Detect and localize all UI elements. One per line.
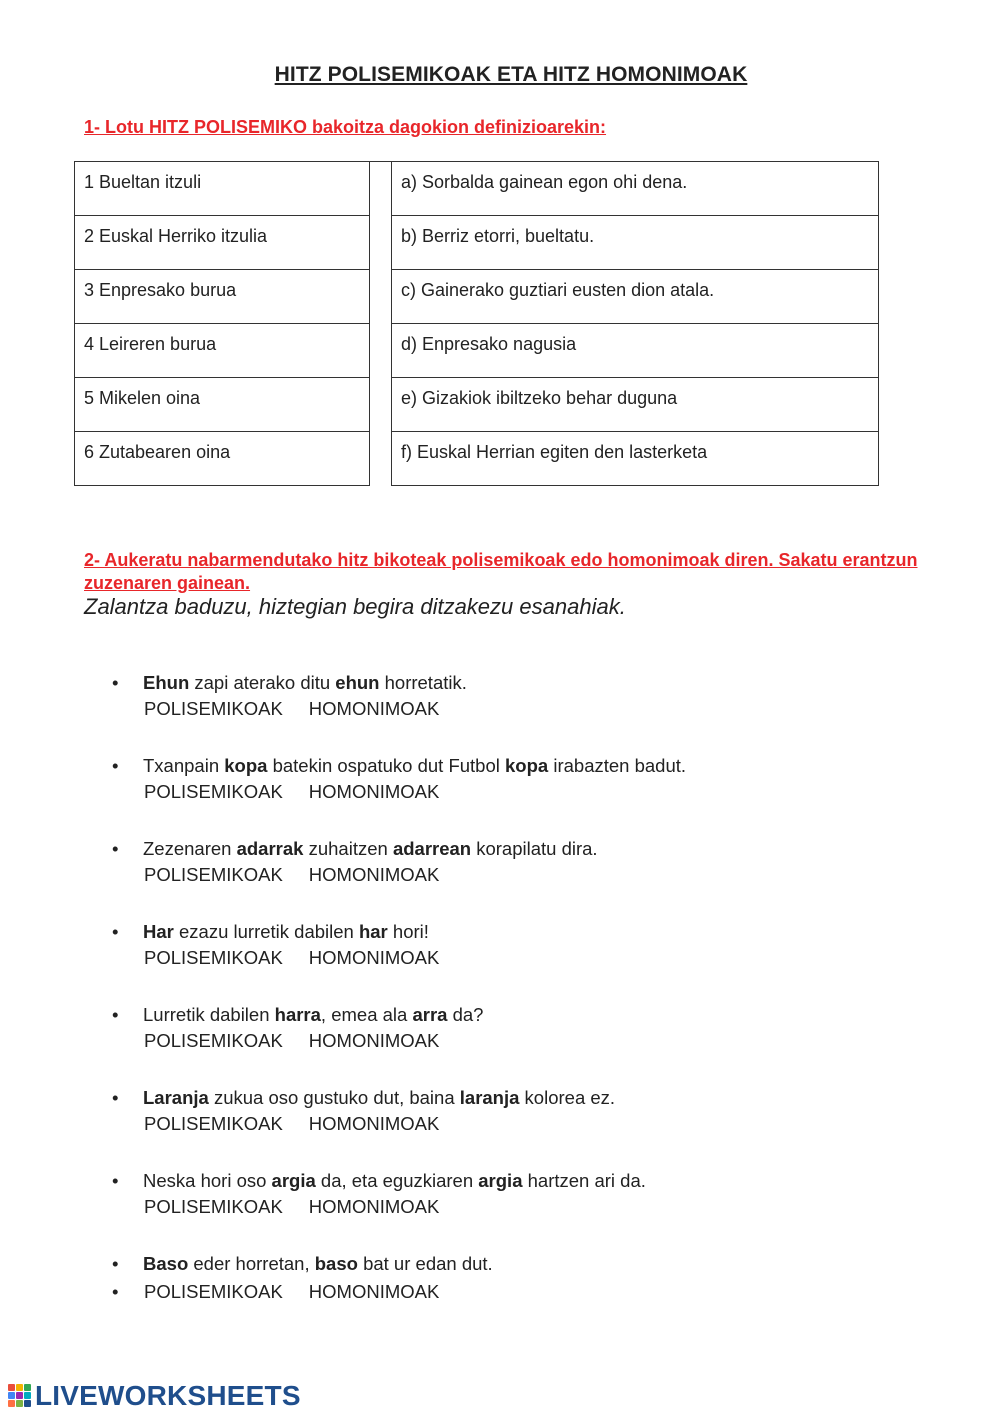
sentence [143, 1168, 972, 1194]
bullet: • [112, 1281, 119, 1302]
right-cell[interactable]: c) Gainerako guztiari eusten dion atala. [392, 270, 879, 324]
sentence [143, 1251, 972, 1277]
right-cell[interactable]: d) Enpresako nagusia [392, 324, 879, 378]
right-cell[interactable]: f) Euskal Herrian egiten den lasterketa [392, 432, 879, 486]
highlighted-word: Ehun [143, 672, 190, 693]
list-item [112, 1251, 972, 1305]
option-homonimoak[interactable]: HOMONIMOAK [308, 1030, 440, 1051]
sentence-part: batekin ospatuko dut Futbol [267, 755, 506, 776]
option-polisemikoak[interactable]: POLISEMIKOAK [144, 1030, 283, 1051]
bullet: • [112, 755, 119, 776]
highlighted-word: arra [412, 1004, 448, 1025]
option-homonimoak[interactable]: HOMONIMOAK [308, 947, 440, 968]
sentence-part: bat ur edan dut. [357, 1253, 493, 1274]
left-cell[interactable]: 3 Enpresako burua [75, 270, 370, 324]
sentence-part: eder horretan, [188, 1253, 315, 1274]
answer-options [144, 945, 972, 971]
gap-cell [370, 432, 392, 486]
highlighted-word: adarrean [392, 838, 472, 859]
matching-table [74, 161, 879, 486]
list-item [112, 1002, 972, 1054]
footer-brand: LIVEWORKSHEETS [35, 1380, 301, 1411]
list-item [112, 753, 972, 805]
right-cell[interactable]: b) Berriz etorri, bueltatu. [392, 216, 879, 270]
highlighted-word: Har [143, 921, 174, 942]
answer-options [144, 862, 972, 888]
sentence-part: Neska hori oso [143, 1170, 272, 1191]
highlighted-word: Laranja [143, 1087, 209, 1108]
highlighted-word: argia [478, 1170, 523, 1191]
highlighted-word: ehun [335, 672, 380, 693]
sentence-part: da, eta eguzkiaren [315, 1170, 479, 1191]
sentence-part: hori! [387, 921, 429, 942]
sentence [143, 919, 972, 945]
bullet: • [112, 1087, 119, 1108]
gap-cell [370, 162, 392, 216]
answer-options [144, 1194, 972, 1220]
page-title: HITZ POLISEMIKOAK ETA HITZ HOMONIMOAK [274, 63, 748, 86]
list-item [112, 1085, 972, 1137]
option-homonimoak[interactable]: HOMONIMOAK [308, 1113, 440, 1134]
option-homonimoak[interactable]: HOMONIMOAK [308, 1281, 440, 1302]
sentence-part: Zezenaren [143, 838, 237, 859]
bullet: • [112, 1004, 119, 1025]
option-homonimoak[interactable]: HOMONIMOAK [308, 864, 440, 885]
list-item [112, 1168, 972, 1220]
sentence-part: Lurretik dabilen [143, 1004, 275, 1025]
exercise-list [112, 670, 972, 1305]
section-1-heading: 1- Lotu HITZ POLISEMIKO bakoitza dagokion definizioarekin: [84, 117, 607, 137]
highlighted-word: adarrak [236, 838, 304, 859]
highlighted-word: harra [274, 1004, 321, 1025]
liveworksheets-logo-icon [8, 1384, 32, 1408]
bullet: • [112, 838, 119, 859]
left-cell[interactable]: 5 Mikelen oina [75, 378, 370, 432]
sentence [143, 836, 972, 862]
left-cell[interactable]: 1 Bueltan itzuli [75, 162, 370, 216]
option-polisemikoak[interactable]: POLISEMIKOAK [144, 947, 283, 968]
table-row [75, 216, 879, 270]
gap-cell [370, 324, 392, 378]
sentence-part: hartzen ari da. [522, 1170, 646, 1191]
answer-options [112, 1279, 972, 1305]
sentence-part: zapi aterako ditu [189, 672, 336, 693]
highlighted-word: argia [271, 1170, 316, 1191]
option-homonimoak[interactable]: HOMONIMOAK [308, 781, 440, 802]
left-cell[interactable]: 4 Leireren burua [75, 324, 370, 378]
sentence-part: zuhaitzen [303, 838, 393, 859]
section-2-heading: 2- Aukeratu nabarmendutako hitz bikoteak polisemikoak edo homonimoak diren. Sakatu erantzun zuzenaren gainean. [84, 550, 918, 593]
left-cell[interactable]: 2 Euskal Herriko itzulia [75, 216, 370, 270]
sentence-part: kolorea ez. [519, 1087, 616, 1108]
footer-logo [8, 1380, 301, 1412]
hint-text: Zalantza baduzu, hiztegian begira ditzakezu esanahiak. [84, 594, 626, 619]
sentence-part: zukua oso gustuko dut, baina [208, 1087, 460, 1108]
sentence-part: ezazu lurretik dabilen [173, 921, 359, 942]
sentence [143, 1085, 972, 1111]
option-polisemikoak[interactable]: POLISEMIKOAK [144, 864, 283, 885]
bullet: • [112, 921, 119, 942]
answer-options [144, 1111, 972, 1137]
highlighted-word: kopa [505, 755, 549, 776]
answer-options [144, 779, 972, 805]
table-row [75, 432, 879, 486]
table-row [75, 162, 879, 216]
sentence [143, 753, 972, 779]
option-homonimoak[interactable]: HOMONIMOAK [308, 698, 440, 719]
table-row [75, 324, 879, 378]
gap-cell [370, 378, 392, 432]
highlighted-word: laranja [459, 1087, 520, 1108]
right-cell[interactable]: e) Gizakiok ibiltzeko behar duguna [392, 378, 879, 432]
highlighted-word: kopa [224, 755, 268, 776]
option-polisemikoak[interactable]: POLISEMIKOAK [144, 1281, 283, 1302]
highlighted-word: baso [314, 1253, 358, 1274]
table-row [75, 270, 879, 324]
gap-cell [370, 216, 392, 270]
option-polisemikoak[interactable]: POLISEMIKOAK [144, 698, 283, 719]
sentence [143, 670, 972, 696]
sentence-part: korapilatu dira. [471, 838, 598, 859]
bullet: • [112, 672, 119, 693]
right-cell[interactable]: a) Sorbalda gainean egon ohi dena. [392, 162, 879, 216]
gap-cell [370, 270, 392, 324]
answer-options [144, 1028, 972, 1054]
sentence-part: irabazten badut. [548, 755, 687, 776]
sentence-part: , emea ala [320, 1004, 413, 1025]
option-polisemikoak[interactable]: POLISEMIKOAK [144, 1113, 283, 1134]
sentence-part: horretatik. [379, 672, 467, 693]
sentence [143, 1002, 972, 1028]
option-polisemikoak[interactable]: POLISEMIKOAK [144, 781, 283, 802]
sentence-part: da? [447, 1004, 484, 1025]
list-item [112, 670, 972, 722]
sentence-part: Txanpain [143, 755, 225, 776]
list-item [112, 836, 972, 888]
bullet: • [112, 1253, 119, 1274]
left-cell[interactable]: 6 Zutabearen oina [75, 432, 370, 486]
highlighted-word: har [358, 921, 388, 942]
answer-options [144, 696, 972, 722]
option-homonimoak[interactable]: HOMONIMOAK [308, 1196, 440, 1217]
highlighted-word: Baso [143, 1253, 189, 1274]
bullet: • [112, 1170, 119, 1191]
list-item [112, 919, 972, 971]
table-row [75, 378, 879, 432]
option-polisemikoak[interactable]: POLISEMIKOAK [144, 1196, 283, 1217]
